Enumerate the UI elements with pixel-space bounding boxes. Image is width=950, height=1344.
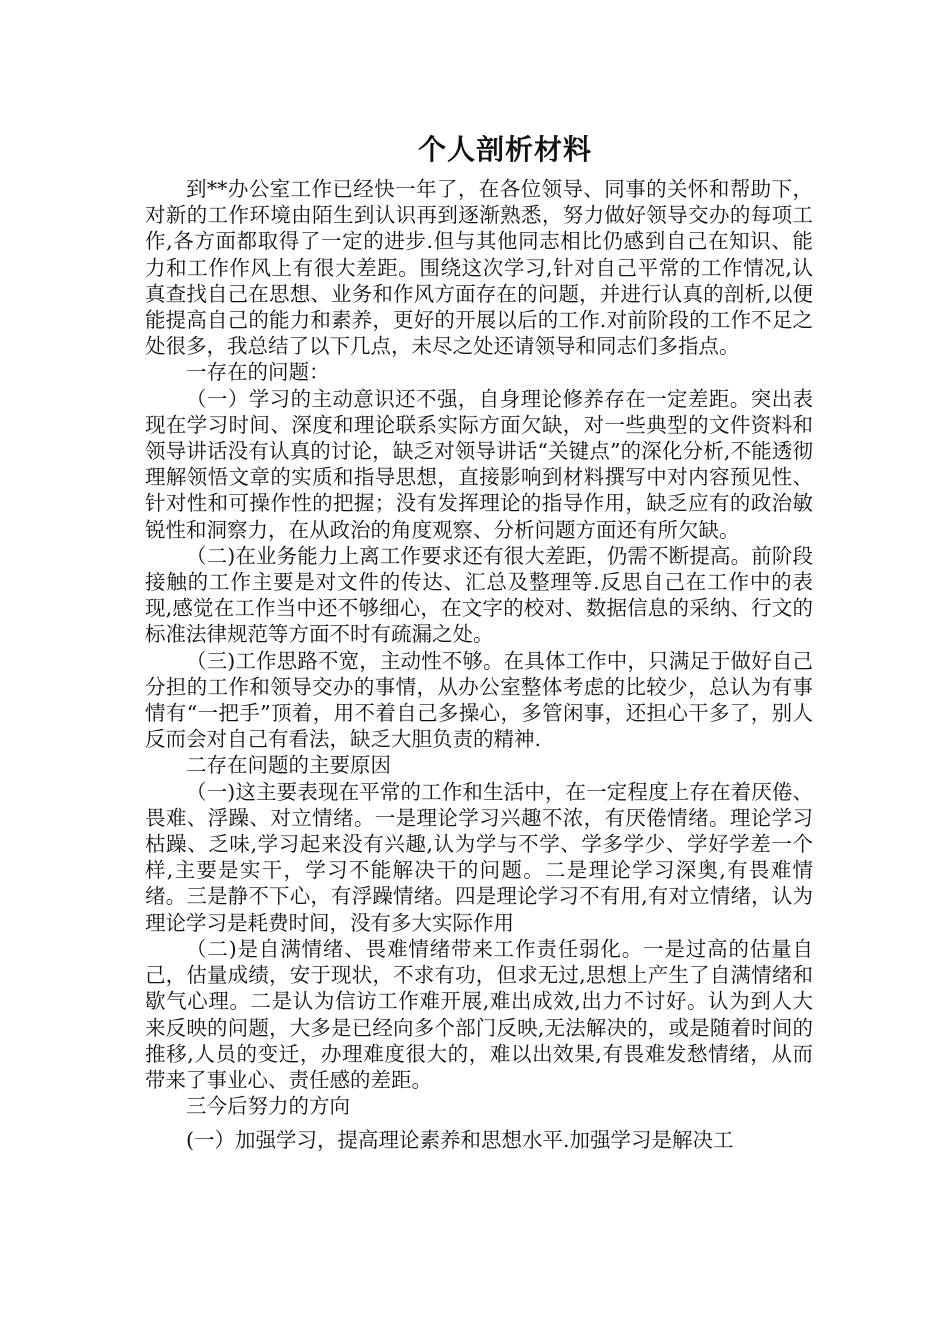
section-heading-problems: 一存在的问题： [186,360,330,385]
intro-paragraph: 到**办公室工作已经快一年了，在各位领导、同事的关怀和帮助下，对新的工作环境由陌生到认识再到逐渐熟悉，努力做好领导交办的每项工作,各方面都取得了一定的进步.但与其他同志相比仍感到自己在知识、能力和工作作风上有很大差距。围绕这次学习,针对自己平常的工作情况,认真查找自己在思想、业务和作风方面存在的问题，并进行认真的剖析,以便能提高自己的能力和素养，更好的开展以后的工作.对前阶段的工作不足之处很多，我总结了以下几点，未尽之处还请领导和同志们多指点。 [145,177,813,359]
document-body [145,176,813,1154]
document-title: 个人剖析材料 [417,133,592,166]
problem-paragraph-2: （二)在业务能力上离工作要求还有很大差距，仍需不断提高。前阶段接触的工作主要是对文件的传达、汇总及整理等.反思自己在工作中的表现,感觉在工作当中还不够细心，在文字的校对、数据信息的采纳、行文的标准法律规范等方面不时有疏漏之处。 [145,543,813,647]
direction-paragraph-1: (一）加强学习，提高理论素养和思想水平.加强学习是解决工 [186,1128,734,1153]
cause-paragraph-2: （二)是自满情绪、畏难情绪带来工作责任弱化。一是过高的估量自己，估量成绩，安于现状，不求有功，但求无过,思想上产生了自满情绪和歇气心理。二是认为信访工作难开展,难出成效,出力不讨好。认为到人大来反映的问题，大多是已经向多个部门反映,无法解决的，或是随着时间的推移,人员的变迁，办理难度很大的，难以出效果,有畏难发愁情绪，从而带来了事业心、责任感的差距。 [145,936,813,1092]
cause-paragraph-1: （一)这主要表现在平常的工作和生活中，在一定程度上存在着厌倦、畏难、浮躁、对立情绪。一是理论学习兴趣不浓，有厌倦情绪。理论学习枯躁、乏味,学习起来没有兴趣,认为学与不学、学多学少、学好学差一个样,主要是实干，学习不能解决干的问题。二是理论学习深奥,有畏难情绪。三是静不下心，有浮躁情绪。四是理论学习不有用,有对立情绪，认为理论学习是耗费时间，没有多大实际作用 [145,779,813,935]
section-heading-causes: 二存在问题的主要原因 [186,753,391,778]
problem-paragraph-3: （三)工作思路不宽，主动性不够。在具体工作中，只满足于做好自己分担的工作和领导交办的事情，从办公室整体考虑的比较少，总认为有事情有“一把手”顶着，用不着自己多操心，多管闲事，还担心干多了，别人反而会对自己有看法，缺乏大胆负责的精神. [145,648,813,752]
problem-paragraph-1: （一）学习的主动意识还不强，自身理论修养存在一定差距。突出表现在学习时间、深度和理论联系实际方面欠缺，对一些典型的文件资料和领导讲话没有认真的讨论，缺乏对领导讲话“关键点”的深化分析,不能透彻理解领悟文章的实质和指导思想，直接影响到材料撰写中对内容预见性、针对性和可操作性的把握；没有发挥理论的指导作用，缺乏应有的政治敏锐性和洞察力，在从政治的角度观察、分析问题方面还有所欠缺。 [145,386,813,542]
section-heading-direction: 三今后努力的方向 [186,1094,350,1119]
